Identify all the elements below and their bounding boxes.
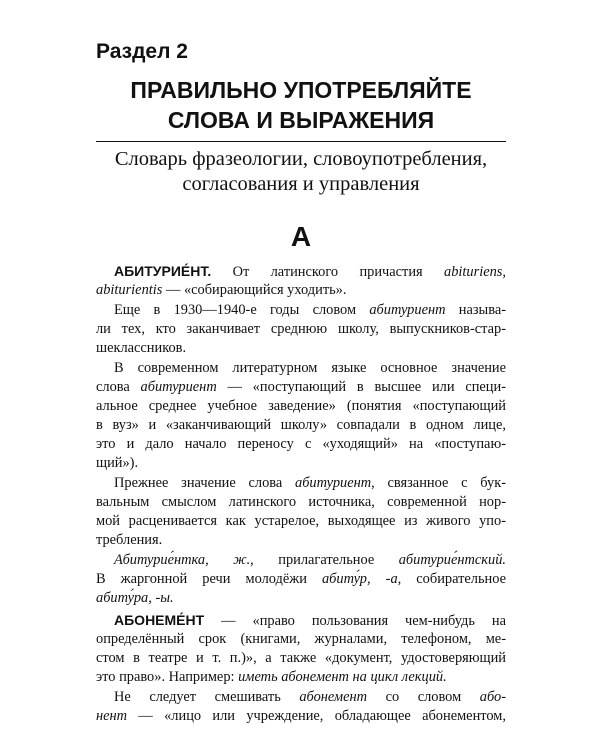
entry-line: абиту́ра, -ы.	[96, 590, 174, 606]
entry-line: слова абитуриент — «поступающий в высшее или специ-	[96, 379, 507, 395]
entry-line: вальным смыслом латинского источника, современной нор-	[96, 494, 506, 510]
entry-line: Прежнее значение слова абитуриент, связанное с бук-	[114, 475, 506, 491]
entry-line: В современном литературном языке основное значение	[114, 360, 506, 376]
title-divider	[96, 141, 506, 142]
entry-line: требления.	[96, 532, 163, 548]
entry-line: стом в театре и т. п.)», а также «документ, удостоверяющий	[96, 650, 506, 666]
entry-line: АБИТУРИЕ́НТ. От латинского причастия abituriens,	[114, 263, 506, 280]
entry-line: АБОНЕМЕ́НТ — «право пользования чем-нибудь на	[114, 612, 506, 629]
entry-line: ли тех, кто заканчивает среднюю школу, выпускников-стар-	[96, 321, 506, 337]
entry-line: это и дало начало переносу с «уходящий» на «поступаю-	[96, 436, 506, 452]
entry-line: Абитурие́нтка, ж., прилагательное абитурие́нтский.	[114, 552, 506, 568]
alphabet-letter-heading: А	[290, 221, 312, 252]
entry-line: мой расценивается как устарелое, выходящее из живого упо-	[96, 513, 506, 529]
entry-line: abiturientis — «собирающийся уходить».	[96, 282, 347, 298]
subtitle-line: согласования и управления	[182, 173, 420, 195]
entry-line: нент — «лицо или учреждение, обладающее абонементом,	[96, 708, 506, 724]
title-line: СЛОВА И ВЫРАЖЕНИЯ	[167, 107, 435, 133]
entry-headword: АБОНЕМЕ́НТ	[114, 612, 205, 628]
entry-line: Еще в 1930—1940-е годы словом абитуриент называ-	[114, 302, 506, 318]
entry-line: Не следует смешивать абонемент со словом або-	[114, 689, 506, 705]
entry-headword: АБИТУРИЕ́НТ.	[114, 263, 212, 279]
entry-line: определённый срок (книгами, журналами, телефоном, ме-	[96, 631, 506, 647]
page-title	[96, 75, 506, 135]
entry-line: В жаргонной речи молодёжи абиту́р, -а, собирательное	[96, 571, 506, 587]
entry-line: шеклассников.	[96, 340, 187, 356]
entry-line: это право». Например: иметь абонемент на цикл лекций.	[96, 669, 447, 685]
subtitle-line: Словарь фразеологии, словоупотребления,	[114, 148, 488, 170]
subtitle	[96, 147, 506, 197]
entry-line: в вуз» и «заканчивающий школу» совпадали в одном лице,	[96, 417, 506, 433]
section-label: Раздел 2	[96, 40, 188, 63]
title-line: ПРАВИЛЬНО УПОТРЕБЛЯЙТЕ	[130, 77, 472, 103]
entry-line: щий»).	[96, 455, 139, 471]
entry-line: альное среднее учебное заведение» (понятия «поступающий	[96, 398, 506, 414]
